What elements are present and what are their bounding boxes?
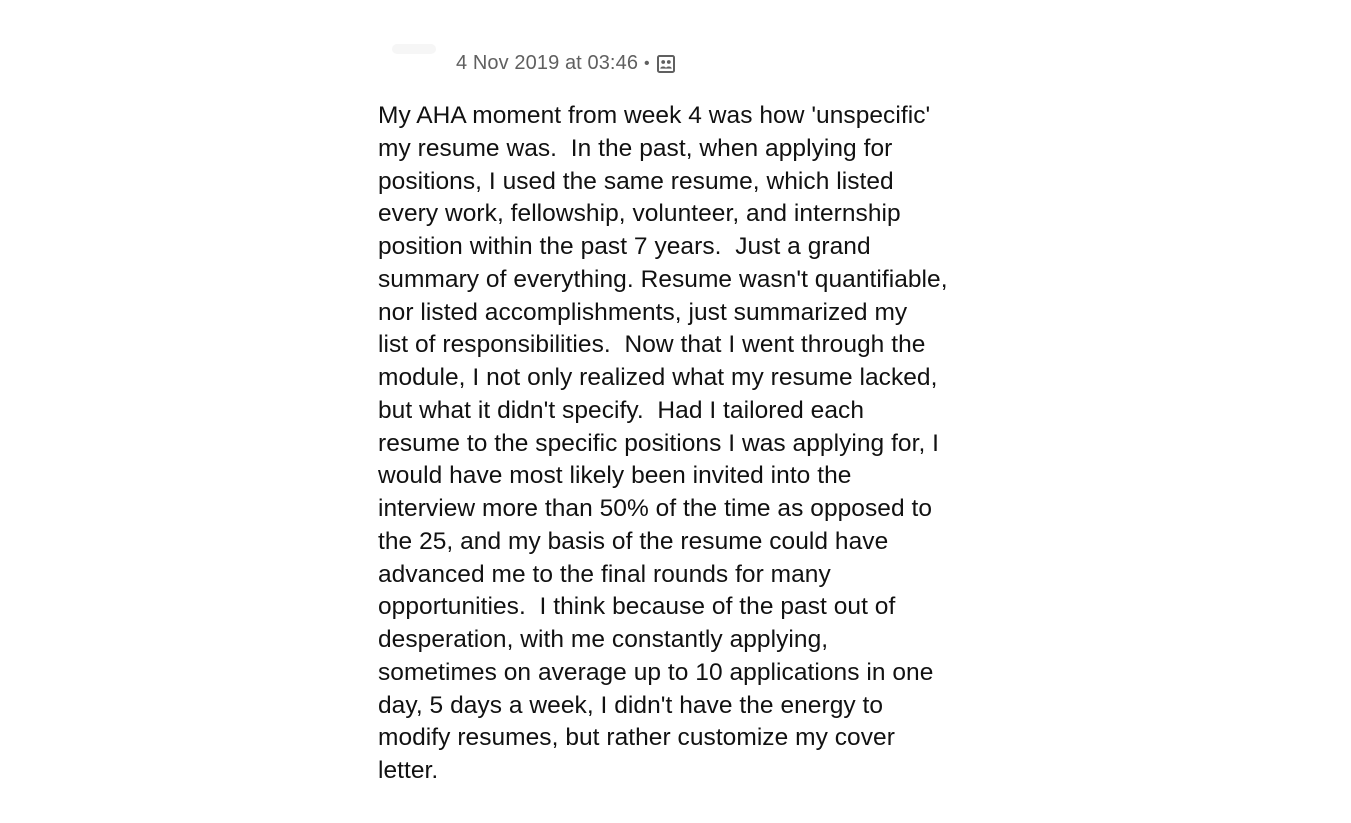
post-body-line: modify resumes, but rather customize my cover (378, 724, 895, 752)
post-body-line: summary of everything. Resume wasn't quantifiable, (378, 265, 948, 293)
post-body-line: opportunities. I think because of the past out of (378, 593, 896, 621)
post-body-line: nor listed accomplishments, just summarized my (378, 298, 908, 326)
post-body-line: resume to the specific positions I was applying for, I (378, 429, 940, 457)
post (378, 44, 998, 788)
post-body-line: the 25, and my basis of the resume could have (378, 527, 889, 555)
post-body-line: list of responsibilities. Now that I went through the (378, 331, 926, 359)
post-header (378, 44, 998, 82)
post-body-line: position within the past 7 years. Just a grand (378, 233, 871, 260)
post-body-line: day, 5 days a week, I didn't have the energy to (378, 691, 884, 719)
post-body-line: but what it didn't specify. Had I tailored each (378, 396, 864, 424)
post-body-line: every work, fellowship, volunteer, and internship (378, 200, 901, 228)
post-body (378, 100, 998, 788)
group-audience-icon[interactable] (656, 54, 676, 74)
post-body-line: desperation, with me constantly applying, (378, 626, 829, 653)
post-body-line: would have most likely been invited into the (378, 462, 852, 490)
post-body-line: positions, I used the same resume, which listed (378, 167, 894, 195)
post-body-line: advanced me to the final rounds for many (378, 560, 831, 588)
post-body-line: sometimes on average up to 10 applications in one (378, 658, 934, 686)
post-body-line: My AHA moment from week 4 was how 'unspecific' (378, 102, 931, 129)
post-body-line: my resume was. In the past, when applying for (378, 134, 893, 162)
post-body-line: letter. (378, 757, 439, 784)
post-meta (456, 52, 676, 75)
meta-separator: • (644, 54, 650, 72)
avatar[interactable] (392, 44, 436, 54)
post-body-line: interview more than 50% of the time as opposed to (378, 495, 933, 522)
group-audience-icon-graphic (656, 54, 676, 74)
post-timestamp[interactable]: 4 Nov 2019 at 03:46 (456, 52, 639, 74)
post-body-line: module, I not only realized what my resume lacked, (378, 364, 938, 391)
